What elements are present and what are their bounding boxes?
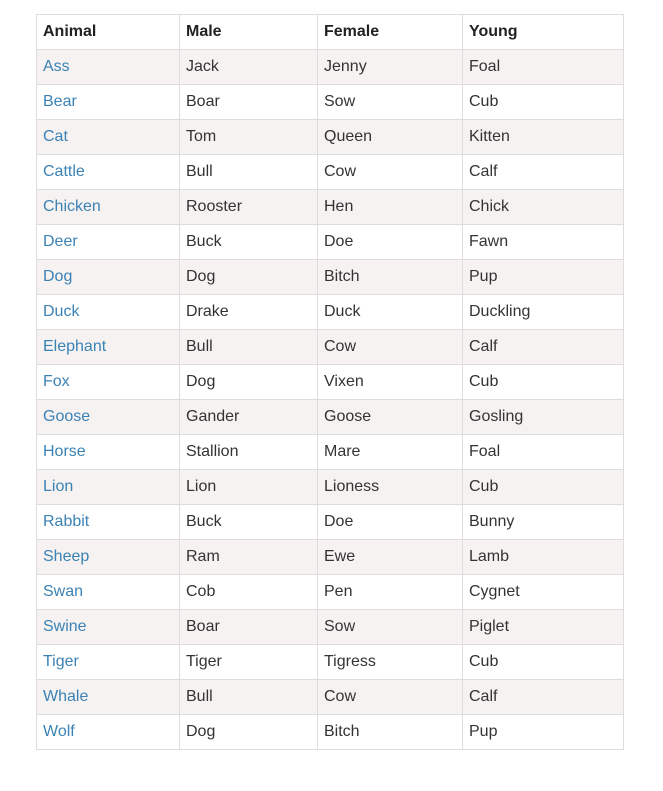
animal-link[interactable]: Horse <box>43 443 86 460</box>
cell-male: Bull <box>180 680 318 715</box>
animal-link[interactable]: Chicken <box>43 198 101 215</box>
cell-animal <box>37 365 180 400</box>
animal-names-table-wrapper <box>36 14 624 750</box>
animal-link[interactable]: Goose <box>43 408 91 425</box>
table-row <box>37 260 624 295</box>
cell-young: Bunny <box>463 505 624 540</box>
cell-young: Cub <box>463 470 624 505</box>
animal-link[interactable]: Sheep <box>43 548 90 565</box>
table-row <box>37 365 624 400</box>
animal-link[interactable]: Dog <box>43 268 73 285</box>
cell-female: Queen <box>318 120 463 155</box>
animal-link[interactable]: Swine <box>43 618 87 635</box>
cell-animal <box>37 400 180 435</box>
cell-young: Cub <box>463 645 624 680</box>
cell-young: Cub <box>463 85 624 120</box>
cell-animal <box>37 225 180 260</box>
cell-male: Lion <box>180 470 318 505</box>
cell-male: Drake <box>180 295 318 330</box>
cell-male: Cob <box>180 575 318 610</box>
cell-young: Foal <box>463 50 624 85</box>
animal-link[interactable]: Bear <box>43 93 77 110</box>
header-animal: Animal <box>37 15 180 50</box>
animal-link[interactable]: Ass <box>43 58 70 75</box>
animal-link[interactable]: Cattle <box>43 163 85 180</box>
table-row <box>37 330 624 365</box>
cell-male: Bull <box>180 330 318 365</box>
cell-young: Pup <box>463 260 624 295</box>
cell-animal <box>37 680 180 715</box>
cell-young: Calf <box>463 330 624 365</box>
cell-young: Gosling <box>463 400 624 435</box>
cell-female: Bitch <box>318 715 463 750</box>
cell-female: Sow <box>318 85 463 120</box>
animal-link[interactable]: Tiger <box>43 653 79 670</box>
cell-female: Cow <box>318 680 463 715</box>
table-row <box>37 645 624 680</box>
cell-female: Ewe <box>318 540 463 575</box>
cell-female: Doe <box>318 505 463 540</box>
cell-animal <box>37 120 180 155</box>
table-row <box>37 680 624 715</box>
table-row <box>37 120 624 155</box>
cell-female: Hen <box>318 190 463 225</box>
cell-young: Lamb <box>463 540 624 575</box>
table-row <box>37 85 624 120</box>
table-row <box>37 295 624 330</box>
table-row <box>37 540 624 575</box>
animal-link[interactable]: Rabbit <box>43 513 90 530</box>
cell-female: Cow <box>318 330 463 365</box>
cell-animal <box>37 575 180 610</box>
cell-young: Calf <box>463 155 624 190</box>
animal-link[interactable]: Elephant <box>43 338 107 355</box>
cell-male: Dog <box>180 260 318 295</box>
cell-animal <box>37 505 180 540</box>
cell-animal <box>37 435 180 470</box>
table-row <box>37 715 624 750</box>
cell-animal <box>37 470 180 505</box>
cell-young: Piglet <box>463 610 624 645</box>
cell-animal <box>37 540 180 575</box>
table-row <box>37 470 624 505</box>
cell-animal <box>37 260 180 295</box>
cell-male: Bull <box>180 155 318 190</box>
cell-animal <box>37 190 180 225</box>
cell-female: Pen <box>318 575 463 610</box>
cell-animal <box>37 330 180 365</box>
cell-animal <box>37 85 180 120</box>
cell-female: Vixen <box>318 365 463 400</box>
cell-female: Duck <box>318 295 463 330</box>
cell-female: Mare <box>318 435 463 470</box>
cell-young: Pup <box>463 715 624 750</box>
animal-link[interactable]: Deer <box>43 233 78 250</box>
cell-animal <box>37 645 180 680</box>
cell-animal <box>37 610 180 645</box>
animal-link[interactable]: Cat <box>43 128 68 145</box>
cell-male: Ram <box>180 540 318 575</box>
cell-animal <box>37 155 180 190</box>
table-body <box>37 50 624 750</box>
table-row <box>37 225 624 260</box>
cell-male: Stallion <box>180 435 318 470</box>
animal-link[interactable]: Wolf <box>43 723 75 740</box>
header-young: Young <box>463 15 624 50</box>
header-female: Female <box>318 15 463 50</box>
cell-female: Doe <box>318 225 463 260</box>
cell-young: Duckling <box>463 295 624 330</box>
cell-female: Cow <box>318 155 463 190</box>
cell-young: Cub <box>463 365 624 400</box>
cell-female: Jenny <box>318 50 463 85</box>
cell-animal <box>37 295 180 330</box>
cell-animal <box>37 50 180 85</box>
cell-female: Lioness <box>318 470 463 505</box>
header-male: Male <box>180 15 318 50</box>
cell-male: Jack <box>180 50 318 85</box>
table-row <box>37 435 624 470</box>
cell-male: Tiger <box>180 645 318 680</box>
cell-male: Gander <box>180 400 318 435</box>
cell-young: Kitten <box>463 120 624 155</box>
cell-male: Tom <box>180 120 318 155</box>
cell-young: Fawn <box>463 225 624 260</box>
cell-male: Boar <box>180 85 318 120</box>
cell-male: Boar <box>180 610 318 645</box>
cell-young: Cygnet <box>463 575 624 610</box>
cell-male: Buck <box>180 505 318 540</box>
table-row <box>37 400 624 435</box>
cell-male: Dog <box>180 365 318 400</box>
cell-animal <box>37 715 180 750</box>
table-header <box>37 15 624 50</box>
animal-link[interactable]: Duck <box>43 303 80 320</box>
cell-male: Rooster <box>180 190 318 225</box>
cell-female: Sow <box>318 610 463 645</box>
table-row <box>37 155 624 190</box>
animal-link[interactable]: Swan <box>43 583 84 600</box>
table-row <box>37 575 624 610</box>
cell-male: Buck <box>180 225 318 260</box>
table-row <box>37 50 624 85</box>
animal-names-table <box>36 14 624 750</box>
cell-young: Calf <box>463 680 624 715</box>
cell-female: Tigress <box>318 645 463 680</box>
cell-young: Chick <box>463 190 624 225</box>
cell-female: Goose <box>318 400 463 435</box>
cell-male: Dog <box>180 715 318 750</box>
animal-link[interactable]: Whale <box>43 688 89 705</box>
table-row <box>37 505 624 540</box>
animal-link[interactable]: Lion <box>43 478 74 495</box>
cell-young: Foal <box>463 435 624 470</box>
table-row <box>37 610 624 645</box>
animal-link[interactable]: Fox <box>43 373 70 390</box>
cell-female: Bitch <box>318 260 463 295</box>
header-row <box>37 15 624 50</box>
table-row <box>37 190 624 225</box>
